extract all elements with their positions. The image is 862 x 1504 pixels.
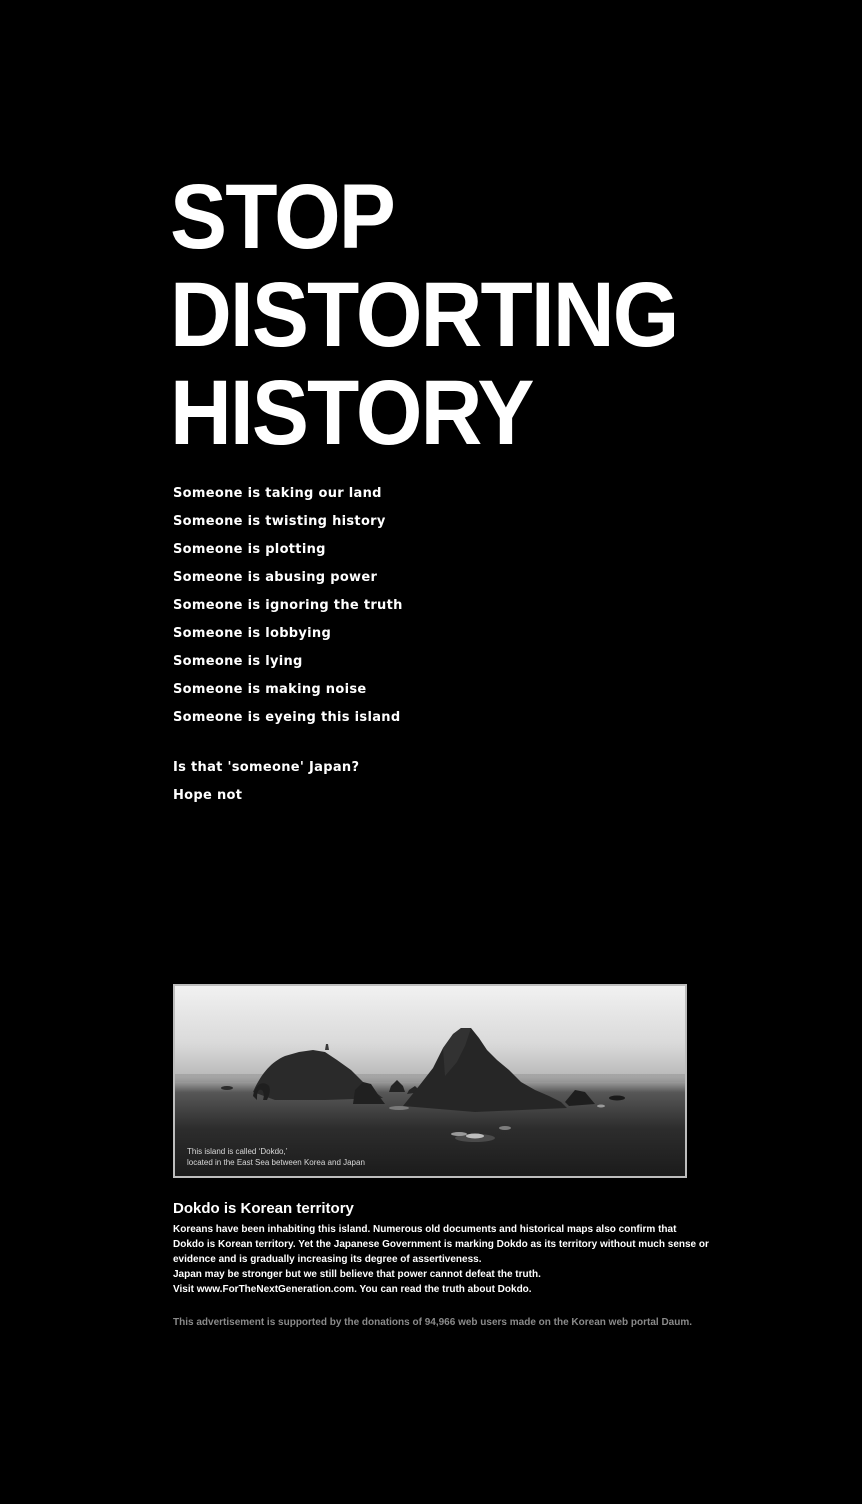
someone-line: Someone is lobbying (173, 626, 332, 641)
body-line: evidence and is gradually increasing its degree of assertiveness. (173, 1254, 482, 1265)
someone-line: Someone is twisting history (173, 514, 386, 529)
headline (170, 168, 691, 462)
someone-line: Someone is eyeing this island (173, 710, 401, 725)
caption-line-2: located in the East Sea between Korea and Japan (187, 1158, 365, 1167)
someone-lines (173, 484, 403, 814)
someone-line: Someone is plotting (173, 542, 326, 557)
body-line: Visit www.ForTheNextGeneration.com. You can read the truth about Dokdo. (173, 1284, 532, 1295)
caption-line-1: This island is called ‘Dokdo,’ (187, 1147, 288, 1156)
footer-note: This advertisement is supported by the donations of 94,966 web users made on the Korean web portal Daum. (173, 1317, 693, 1328)
dokdo-photo (173, 984, 687, 1178)
spacer (173, 736, 403, 758)
someone-line: Someone is making noise (173, 682, 367, 697)
headline-line-3: HISTORY (170, 362, 533, 464)
territory-title: Dokdo is Korean territory (173, 1200, 354, 1217)
body-line: Dokdo is Korean territory. Yet the Japanese Government is marking Dokdo as its territory without much sense or (173, 1239, 709, 1250)
headline-line-1: STOP (170, 166, 394, 268)
someone-line: Someone is lying (173, 654, 303, 669)
someone-line: Someone is abusing power (173, 570, 378, 585)
answer-line: Hope not (173, 788, 243, 803)
body-line: Koreans have been inhabiting this island. Numerous old documents and historical maps also confirm that (173, 1224, 677, 1235)
someone-line: Someone is ignoring the truth (173, 598, 403, 613)
body-line: Japan may be stronger but we still believe that power cannot defeat the truth. (173, 1269, 541, 1280)
headline-line-2: DISTORTING (170, 264, 678, 366)
question-line: Is that 'someone' Japan? (173, 760, 360, 775)
territory-body (173, 1222, 709, 1297)
someone-line: Someone is taking our land (173, 486, 382, 501)
photo-caption (187, 1146, 365, 1168)
